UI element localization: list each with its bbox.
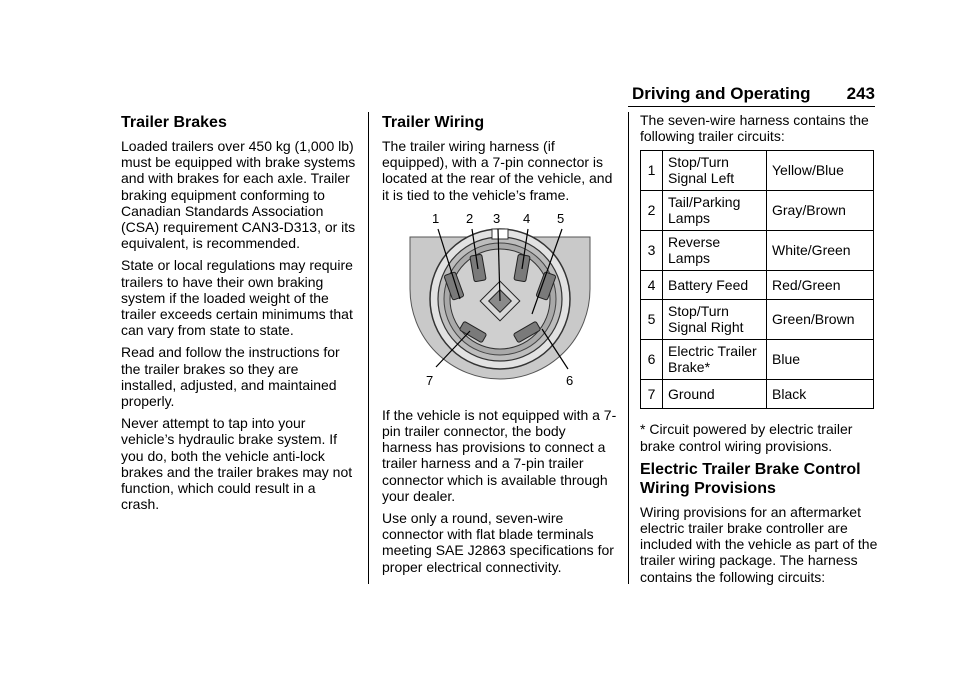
- circuit-function: Tail/Parking Lamps: [663, 191, 767, 231]
- pin-number: 2: [641, 191, 663, 231]
- table-row: [641, 231, 874, 271]
- diagram-label-4: 4: [523, 210, 531, 226]
- diagram-label-6: 6: [566, 372, 574, 388]
- pin-number: 7: [641, 380, 663, 409]
- heading-trailer-brakes: Trailer Brakes: [121, 114, 227, 131]
- diagram-label-7: 7: [426, 372, 434, 388]
- table-row: [641, 300, 874, 340]
- diagram-label-3: 3: [493, 210, 501, 226]
- table-row: [641, 380, 874, 409]
- circuit-function: Reverse Lamps: [663, 231, 767, 271]
- wire-color: Yellow/Blue: [767, 151, 874, 191]
- wire-color: White/Green: [767, 231, 874, 271]
- paragraph: The trailer wiring harness (if equipped), with a 7-pin connector is located at the rear of the vehicle, and it is tied to the vehicle’s frame.: [382, 138, 613, 203]
- paragraph: State or local regulations may require trailers to have their own braking system if the loaded weight of the trailer exceeds certain minimums that can vary from state to state.: [121, 257, 353, 339]
- header-rule: [628, 106, 875, 107]
- paragraph: Loaded trailers over 450 kg (1,000 lb) must be equipped with brake systems and with brakes for each axle. Trailer braking equipment conforming to Canadian Standards Association (CSA) requirement CAN3-D313, or its equivalent, is recommended.: [121, 138, 356, 252]
- diagram-label-5: 5: [557, 210, 565, 226]
- table-row: [641, 340, 874, 380]
- seven-pin-connector-diagram: [382, 209, 618, 401]
- table-row: [641, 151, 874, 191]
- circuit-function: Battery Feed: [663, 271, 767, 300]
- heading-brake-control-wiring: Electric Trailer Brake Control Wiring Provisions: [640, 460, 861, 497]
- diagram-label-2: 2: [466, 210, 474, 226]
- pin-number: 5: [641, 300, 663, 340]
- section-title: Driving and Operating: [632, 84, 811, 103]
- circuit-table: [640, 150, 874, 409]
- wire-color: Green/Brown: [767, 300, 874, 340]
- pin-number: 1: [641, 151, 663, 191]
- diagram-label-1: 1: [432, 210, 440, 226]
- column-trailer-wiring: [382, 108, 618, 581]
- column-divider-1: [368, 112, 369, 584]
- column-trailer-brakes: [121, 108, 357, 518]
- paragraph: Wiring provisions for an aftermarket electric trailer brake controller are included with the vehicle as part of the trailer wiring package. The harness contains the following circuits:: [640, 503, 878, 585]
- column-divider-2: [628, 112, 629, 584]
- page-number: 243: [846, 84, 875, 103]
- paragraph: Read and follow the instructions for the trailer brakes so they are installed, adjusted, and maintained properly.: [121, 344, 340, 410]
- pin-number: 3: [641, 231, 663, 271]
- circuit-function: Electric Trailer Brake*: [663, 340, 767, 380]
- wire-color: Black: [767, 380, 874, 409]
- page-header: [628, 84, 875, 106]
- wire-color: Blue: [767, 340, 874, 380]
- wire-color: Gray/Brown: [767, 191, 874, 231]
- paragraph: The seven-wire harness contains the following trailer circuits:: [640, 112, 869, 145]
- table-row: [641, 191, 874, 231]
- pin-number: 4: [641, 271, 663, 300]
- paragraph: Never attempt to tap into your vehicle’s hydraulic brake system. If you do, both the vehicle anti-lock brakes and the trailer brakes may not function, which could result in a crash.: [121, 415, 353, 513]
- connector-illustration: [382, 209, 618, 401]
- wire-color: Red/Green: [767, 271, 874, 300]
- circuit-function: Stop/Turn Signal Left: [663, 151, 767, 191]
- pin-number: 6: [641, 340, 663, 380]
- column-circuits: [640, 112, 880, 591]
- paragraph: Use only a round, seven-wire connector with flat blade terminals meeting SAE J2863 specifications for proper electrical connectivity.: [382, 510, 614, 575]
- table-row: [641, 271, 874, 300]
- circuit-function: Ground: [663, 380, 767, 409]
- heading-trailer-wiring: Trailer Wiring: [382, 114, 485, 131]
- footnote: * Circuit powered by electric trailer brake control wiring provisions.: [640, 421, 853, 454]
- paragraph: If the vehicle is not equipped with a 7-pin trailer connector, the body harness has provisions to connect a trailer harness and a 7-pin trailer connector which is available through your dealer.: [382, 406, 617, 504]
- circuit-function: Stop/Turn Signal Right: [663, 300, 767, 340]
